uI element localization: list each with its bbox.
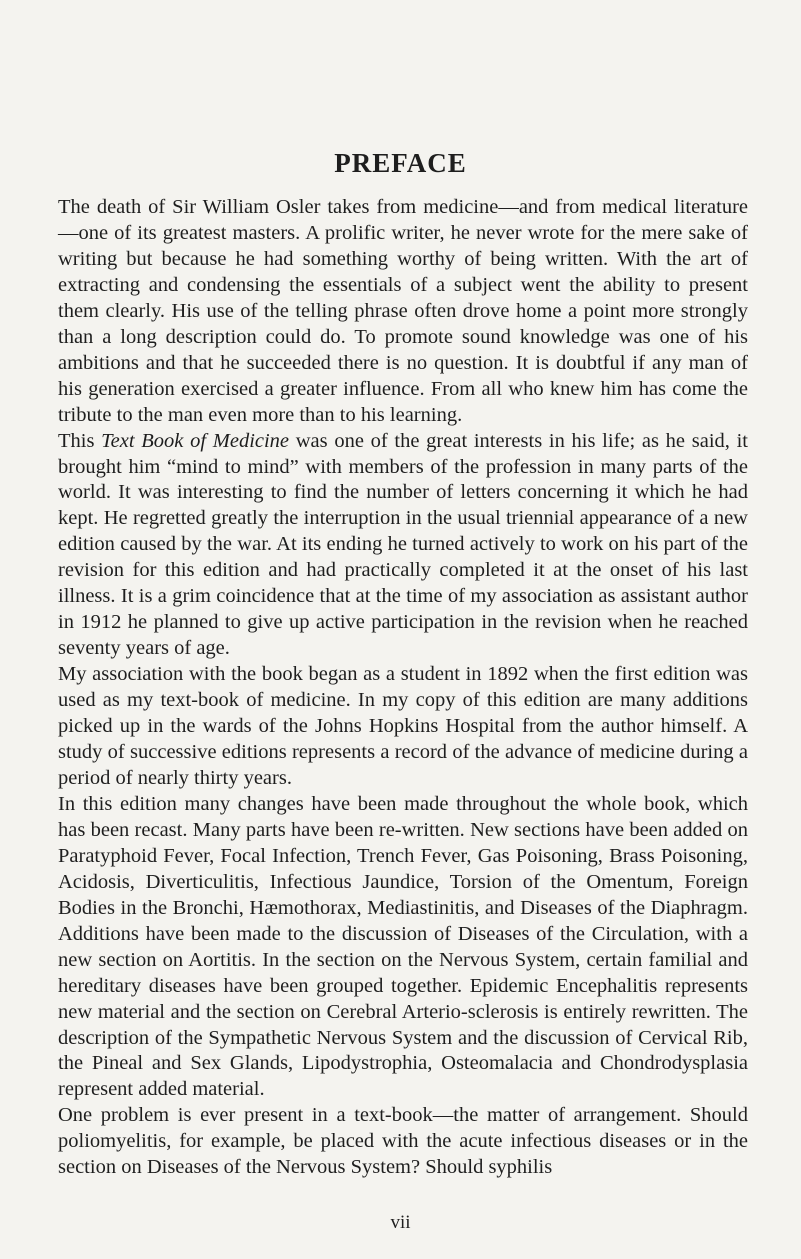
paragraph-4	[58, 792, 748, 1103]
book-title-italic: Text Book of Medicine	[101, 429, 290, 452]
paragraph-5	[58, 1103, 748, 1181]
paragraph-2	[58, 429, 748, 663]
paragraph-1-text: The death of Sir William Osler takes from medicine—and from medical literature—one of its greatest masters. A prolific writer, he never wrote for the mere sake of writing but because he had something worthy of being written. With the art of extracting and condensing the essentials of a subject went the ability to present them clearly. His use of the telling phrase often drove home a point more strongly than a long description could do. To promote sound knowledge was one of his ambitions and that he succeeded there is no question. It is doubtful if any man of his generation exercised a greater influence. From all who knew him has come the tribute to the man even more than to his learning.	[58, 196, 748, 426]
paragraph-3	[58, 662, 748, 792]
preface-body	[58, 195, 748, 1181]
paragraph-2-text-start: This	[58, 429, 102, 452]
page-number: vii	[390, 1212, 411, 1233]
paragraph-3-text: My association with the book began as a student in 1892 when the first edition was used as my text-book of medicine. In my copy of this edition are many additions picked up in the wards of the Johns Hopkins Hospital from the author himself. A study of successive editions represents a record of the advance of medicine during a period of nearly thirty years.	[58, 663, 748, 789]
paragraph-2-text-end: was one of the great interests in his life; as he said, it brought him “mind to mind” with members of the profession in many parts of the world. It was interesting to find the number of letters concerning it which he had kept. He regretted greatly the interruption in the usual triennial appearance of a new edition caused by the war. At its ending he turned actively to work on his part of the revision for this edition and had practically completed it at the onset of his last illness. It is a grim coincidence that at the time of my association as assistant author in 1912 he planned to give up active participation in the revision when he reached seventy years of age.	[58, 429, 748, 660]
page-title: PREFACE	[334, 148, 467, 178]
paragraph-1	[58, 195, 748, 429]
paragraph-4-text: In this edition many changes have been made throughout the whole book, which has been recast. Many parts have been re-written. New sections have been added on Paratyphoid Fever, Focal Infection, Trench Fever, Gas Poisoning, Brass Poisoning, Acidosis, Diverticulitis, Infectious Jaundice, Torsion of the Omentum, Foreign Bodies in the Bronchi, Hæmothorax, Mediastinitis, and Diseases of the Diaphragm. Additions have been made to the discussion of Diseases of the Circulation, with a new section on Aortitis. In the section on the Nervous System, certain familial and hereditary diseases have been grouped together. Epidemic Encephalitis represents new material and the section on Cerebral Arterio-sclerosis is entirely rewritten. The description of the Sympathetic Nervous System and the discussion of Cervical Rib, the Pineal and Sex Glands, Lipodystrophia, Osteomalacia and Chondrodysplasia represent added material.	[58, 792, 748, 1101]
paragraph-5-text: One problem is ever present in a text-book—the matter of arrangement. Should poliomyelitis, for example, be placed with the acute infectious diseases or in the section on Diseases of the Nervous System? Should syphilis	[58, 1104, 748, 1179]
